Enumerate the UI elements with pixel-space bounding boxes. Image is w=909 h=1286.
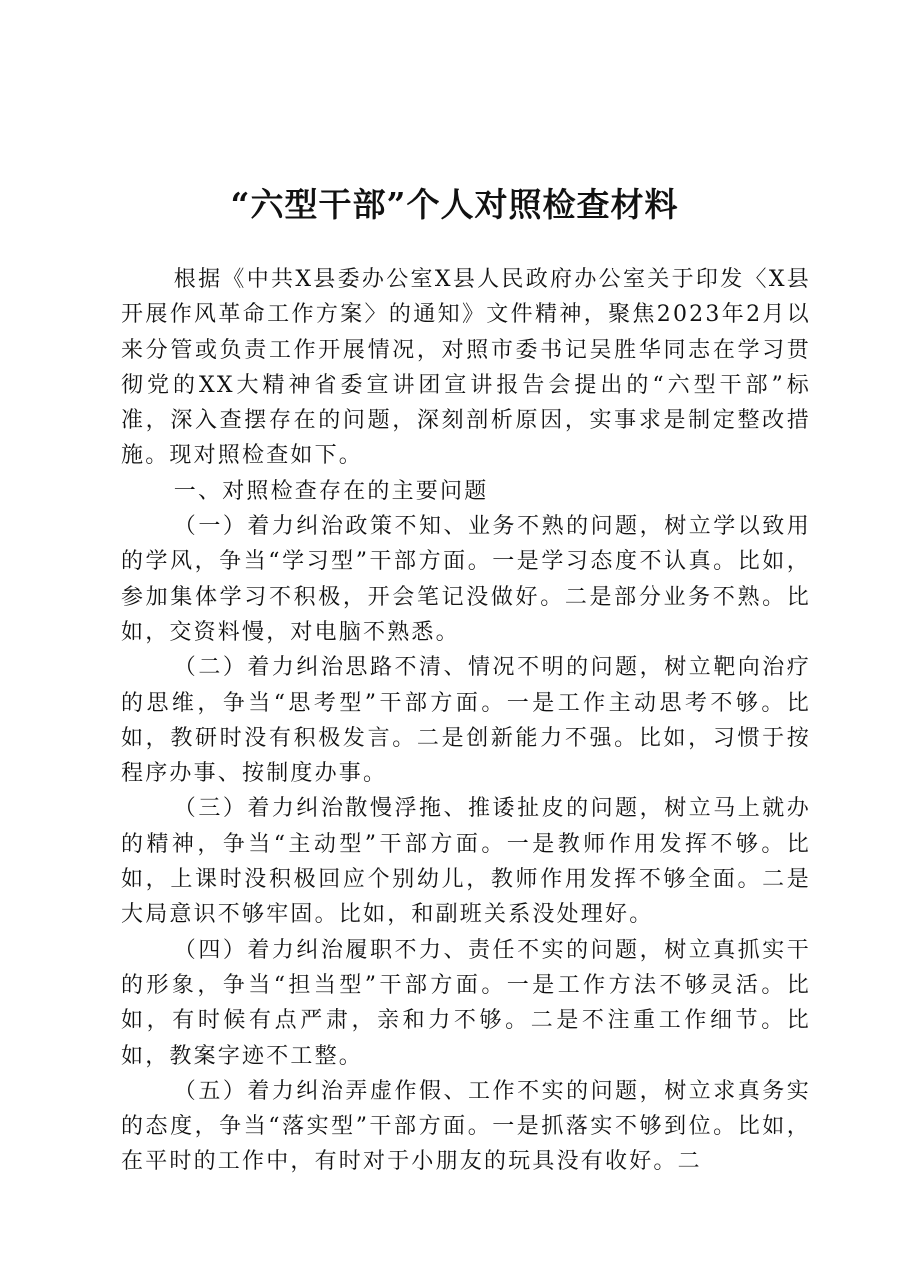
item-paragraph-3: （三）着力纠治散慢浮拖、推诿扯皮的问题，树立马上就办的精神，争当“主动型”干部方面。一是教师作用发挥不够。比如，上课时没积极回应个别幼儿，教师作用发挥不够全面。二是大局意识不够牢固。比如，和副班关系没处理好。 — [121, 796, 811, 928]
item-paragraph-4: （四）着力纠治履职不力、责任不实的问题，树立真抓实干的形象，争当“担当型”干部方面。一是工作方法不够灵活。比如，有时候有点严肃，亲和力不够。二是不注重工作细节。比如，教案字迹不工整。 — [121, 937, 811, 1069]
item-paragraph-1: （一）着力纠治政策不知、业务不熟的问题，树立学以致用的学风，争当“学习型”干部方面。一是学习态度不认真。比如，参加集体学习不积极，开会笔记没做好。二是部分业务不熟。比如，交资料慢，对电脑不熟悉。 — [121, 514, 811, 645]
item-paragraph-5: （五）着力纠治弄虚作假、工作不实的问题，树立求真务实的态度，争当“落实型”干部方面。一是抓落实不够到位。比如，在平时的工作中，有时对于小朋友的玩具没有收好。二 — [121, 1078, 811, 1175]
item-paragraph-2: （二）着力纠治思路不清、情况不明的问题，树立靶向治疗的思维，争当“思考型”干部方面。一是工作主动思考不够。比如，教研时没有积极发言。二是创新能力不强。比如，习惯于按程序办事、按制度办事。 — [121, 655, 811, 787]
section-heading: 一、对照检查存在的主要问题 — [173, 478, 489, 504]
document-body — [121, 262, 811, 1180]
document-title: “六型干部”个人对照检查材料 — [230, 185, 679, 224]
intro-paragraph: 根据《中共X县委办公室X县人民政府办公室关于印发〈X县开展作风革命工作方案〉的通知》文件精神，聚焦2023年2月以来分管或负责工作开展情况，对照市委书记吴胜华同志在学习贯彻党的XX大精神省委宣讲团宣讲报告会提出的“六型干部”标准，深入查摆存在的问题，深刻剖析原因，实事求是制定整改措施。现对照检查如下。 — [121, 267, 811, 469]
